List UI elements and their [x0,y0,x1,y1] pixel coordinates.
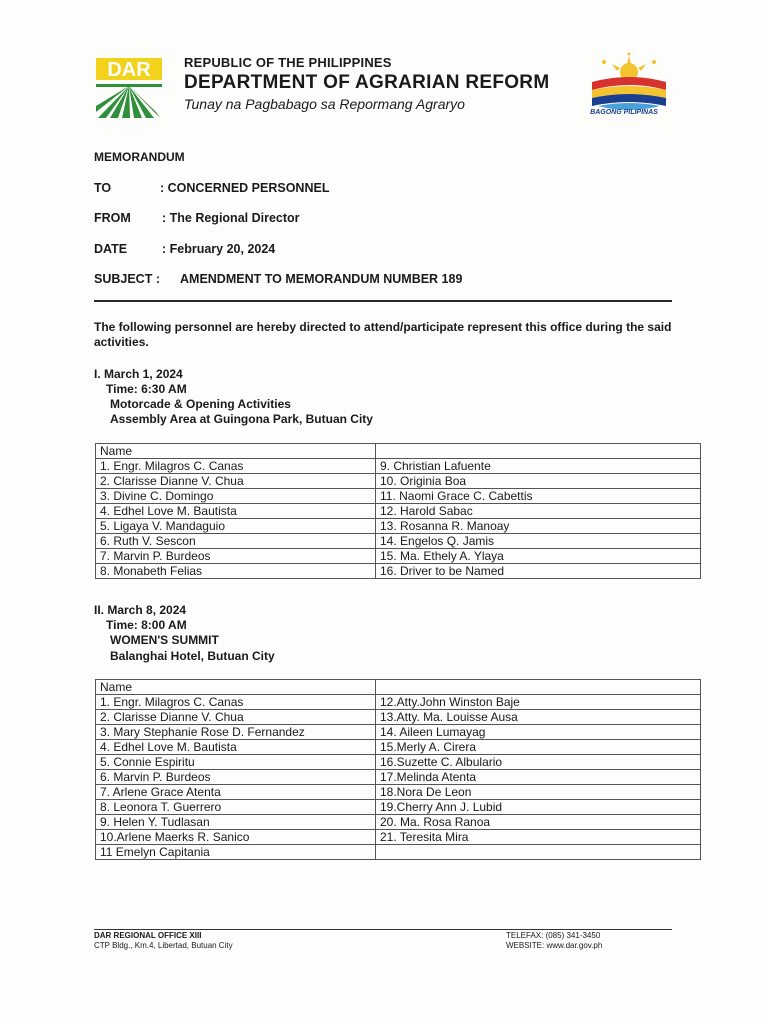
table-cell: 17.Melinda Atenta [376,770,701,785]
table-row [96,564,701,579]
footer-website: WEBSITE: www.dar.gov.ph [506,941,603,950]
table-row [96,755,701,770]
subject-value: AMENDMENT TO MEMORANDUM NUMBER 189 [180,272,463,286]
memo-title: MEMORANDUM [94,150,185,164]
table-cell: 13.Atty. Ma. Louisse Ausa [376,710,701,725]
table-header-row [96,444,701,459]
table-cell: 8. Monabeth Felias [96,564,376,579]
table-cell [376,680,701,695]
table-cell: 19.Cherry Ann J. Lubid [376,800,701,815]
table-row [96,740,701,755]
section-1-venue: Assembly Area at Guingona Park, Butuan City [110,412,373,426]
table-row [96,489,701,504]
section-2-venue: Balanghai Hotel, Butuan City [110,649,275,663]
table-cell: 9. Helen Y. Tudlasan [96,815,376,830]
table-cell: 20. Ma. Rosa Ranoa [376,815,701,830]
section-1-activity: Motorcade & Opening Activities [110,397,291,411]
table-cell: 4. Edhel Love M. Bautista [96,504,376,519]
table-cell: 14. Engelos Q. Jamis [376,534,701,549]
table-row [96,459,701,474]
subject-label: SUBJECT : [94,272,160,286]
table-cell: Name [96,444,376,459]
date-label: DATE [94,242,128,256]
table-cell [376,444,701,459]
table-cell: 12. Harold Sabac [376,504,701,519]
dar-logo-text: DAR [107,59,151,81]
header-republic: REPUBLIC OF THE PHILIPPINES [184,55,392,70]
table-cell: 10.Arlene Maerks R. Sanico [96,830,376,845]
table-cell: 3. Mary Stephanie Rose D. Fernandez [96,725,376,740]
table-cell: 3. Divine C. Domingo [96,489,376,504]
section-2-personnel-table [95,679,701,860]
table-cell: 13. Rosanna R. Manoay [376,519,701,534]
table-cell: 2. Clarisse Dianne V. Chua [96,474,376,489]
table-cell: 6. Marvin P. Burdeos [96,770,376,785]
table-cell: 7. Marvin P. Burdeos [96,549,376,564]
section-1-personnel-table [95,443,701,579]
footer-divider [94,929,672,930]
section-1-heading: I. March 1, 2024 [94,367,183,381]
table-row [96,785,701,800]
table-cell: 5. Connie Espiritu [96,755,376,770]
header-department: DEPARTMENT OF AGRARIAN REFORM [184,72,550,93]
table-row [96,695,701,710]
table-cell: 11. Naomi Grace C. Cabettis [376,489,701,504]
header-tagline: Tunay na Pagbabago sa Repormang Agraryo [184,96,465,112]
table-row [96,504,701,519]
table-cell: 21. Teresita Mira [376,830,701,845]
table-row [96,725,701,740]
section-2-activity: WOMEN'S SUMMIT [110,633,219,647]
section-1-time: Time: 6:30 AM [106,382,187,396]
table-cell: 18.Nora De Leon [376,785,701,800]
footer-telefax: TELEFAX: (085) 341-3450 [506,931,601,940]
table-cell: 1. Engr. Milagros C. Canas [96,695,376,710]
table-row [96,710,701,725]
footer-address: CTP Bldg., Km.4, Libertad, Butuan City [94,941,233,950]
table-cell: 15.Merly A. Cirera [376,740,701,755]
section-2-heading: II. March 8, 2024 [94,603,187,617]
from-label: FROM [94,211,131,225]
table-cell: 1. Engr. Milagros C. Canas [96,459,376,474]
table-cell: 11 Emelyn Capitania [96,845,376,860]
table-cell: 14. Aileen Lumayag [376,725,701,740]
table-row [96,815,701,830]
table-cell: 10. Originia Boa [376,474,701,489]
table-row [96,830,701,845]
header-divider [94,300,672,302]
table-row [96,845,701,860]
table-row [96,519,701,534]
table-cell: 6. Ruth V. Sescon [96,534,376,549]
bagong-pilipinas-text: BAGONG PILIPINAS [590,109,658,116]
table-header-row [96,680,701,695]
table-cell [376,845,701,860]
date-value: : February 20, 2024 [162,242,276,256]
footer-office: DAR REGIONAL OFFICE XIII [94,931,202,940]
table-cell: 7. Arlene Grace Atenta [96,785,376,800]
table-cell: Name [96,680,376,695]
table-cell: 16. Driver to be Named [376,564,701,579]
table-cell: 5. Ligaya V. Mandaguio [96,519,376,534]
section-2-time: Time: 8:00 AM [106,618,187,632]
to-label: TO [94,181,112,195]
from-value: : The Regional Director [162,211,300,225]
table-cell: 15. Ma. Ethely A. Ylaya [376,549,701,564]
dar-logo [96,56,162,120]
table-cell: 8. Leonora T. Guerrero [96,800,376,815]
table-row [96,549,701,564]
table-row [96,474,701,489]
table-cell: 12.Atty.John Winston Baje [376,695,701,710]
table-cell: 2. Clarisse Dianne V. Chua [96,710,376,725]
table-row [96,800,701,815]
table-row [96,534,701,549]
table-cell: 4. Edhel Love M. Bautista [96,740,376,755]
intro-paragraph: The following personnel are hereby directed to attend/participate represent this office during the said activities. [94,320,672,349]
to-value: : CONCERNED PERSONNEL [160,181,330,195]
table-cell: 9. Christian Lafuente [376,459,701,474]
table-cell: 16.Suzette C. Albulario [376,755,701,770]
table-row [96,770,701,785]
